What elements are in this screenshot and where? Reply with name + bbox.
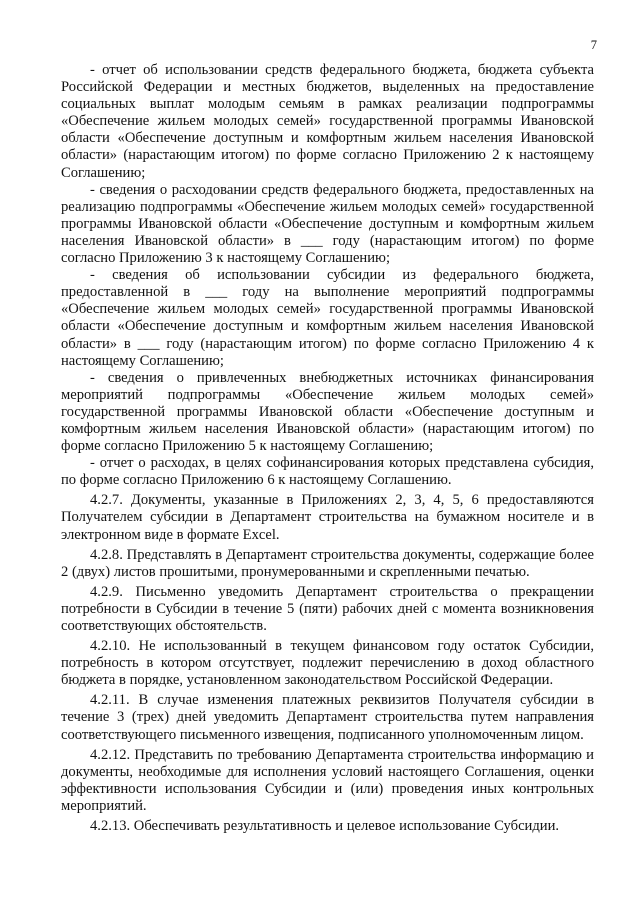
clause-4-2-9: 4.2.9. Письменно уведомить Департамент строительства о прекращении потребности в Субсидии в течение 5 (пяти) рабочих дней с момента возникновения соответствующих обстоятельств. xyxy=(61,583,594,634)
clause-4-2-8: 4.2.8. Представлять в Департамент строительства документы, содержащие более 2 (двух) листов прошитыми, пронумерованными и скрепленными печатью. xyxy=(61,546,594,580)
document-body xyxy=(61,62,594,835)
clause-4-2-11: 4.2.11. В случае изменения платежных реквизитов Получателя субсидии в течение 3 (трех) дней уведомить Департамент строительства путем направления соответствующего письменного извещения, подписанного уполномоченным лицом. xyxy=(61,692,594,743)
cofinancing-expenses-report-item: - отчет о расходах, в целях софинансирования которых представлена субсидия, по форме согласно Приложению 6 к настоящему Соглашению. xyxy=(61,455,594,489)
clause-4-2-13: 4.2.13. Обеспечивать результативность и целевое использование Субсидии. xyxy=(90,818,560,835)
clause-4-2-10: 4.2.10. Не использованный в текущем финансовом году остаток Субсидии, потребность в котором отсутствует, подлежит перечислению в доход областного бюджета в порядке, установленном законодательством Российской Федерации. xyxy=(61,638,594,689)
subsidy-usage-info-item: - сведения об использовании субсидии из федерального бюджета, предоставленной в ___ году на выполнение мероприятий подпрограммы «Обеспечение жильем молодых семей» государственной программы Ивановской области «Обеспечение доступным и комфортным жильем населения Ивановской области» в ___ году (нарастающим итогом) по форме согласно Приложению 4 к настоящему Соглашению; xyxy=(61,267,594,369)
extrabudgetary-sources-info-item: - сведения о привлеченных внебюджетных источниках финансирования мероприятий подпрограммы «Обеспечение жильем молодых семей» государственной программы Ивановской области «Обеспечение доступным и комфортным жильем населения Ивановской области» (нарастающим итогом) по форме согласно Приложению 5 к настоящему Соглашению; xyxy=(61,369,594,455)
federal-budget-spending-info-item: - сведения о расходовании средств федерального бюджета, предоставленных на реализацию подпрограммы «Обеспечение жильем молодых семей» государственной программы Ивановской области «Обеспечение доступным и комфортным жильем населения Ивановской области» в ___ году (нарастающим итогом) по форме согласно Приложению 3 к настоящему Соглашению; xyxy=(61,181,594,267)
clause-4-2-7: 4.2.7. Документы, указанные в Приложениях 2, 3, 4, 5, 6 предоставляются Получателем субсидии в Департамент строительства на бумажном носителе и в электронном виде в формате Excel. xyxy=(61,492,594,543)
page-number: 7 xyxy=(590,38,597,52)
report-federal-budget-usage-item: - отчет об использовании средств федерального бюджета, бюджета субъекта Российской Федерации и местных бюджетов, выделенных на предоставление социальных выплат молодым семьям в рамках реализации подпрограммы «Обеспечение жильем молодых семей» государственной программы Ивановской области «Обеспечение доступным и комфортным жильем населения Ивановской области» (нарастающим итогом) по форме согласно Приложению 2 к настоящему Соглашению; xyxy=(61,62,594,181)
clause-4-2-12: 4.2.12. Представить по требованию Департамента строительства информацию и документы, необходимые для исполнения условий настоящего Соглашения, оценки эффективности использования Субсидии и (или) проведения иных контрольных мероприятий. xyxy=(61,746,594,814)
